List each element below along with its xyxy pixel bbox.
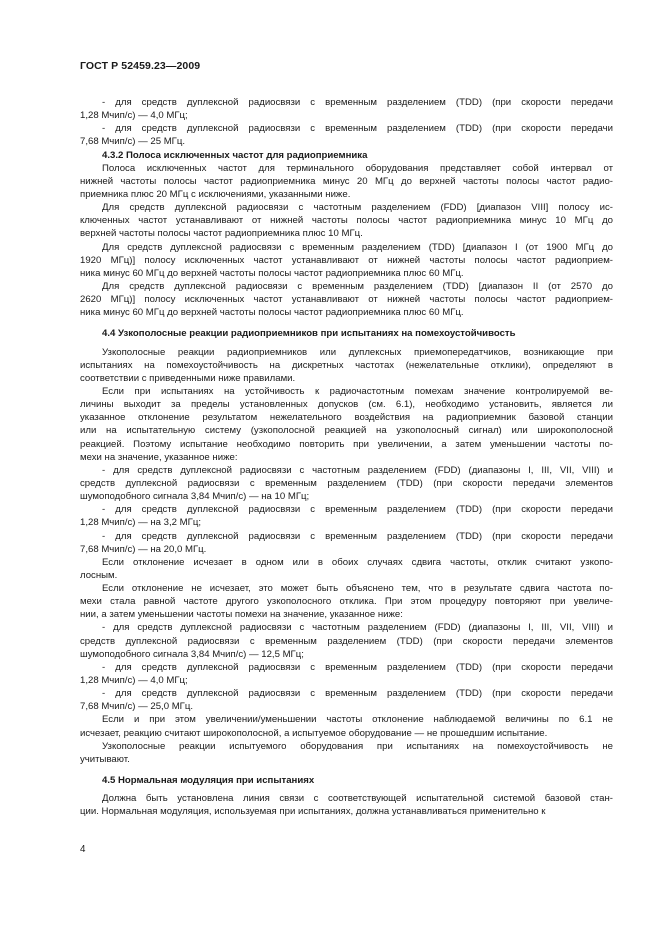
paragraph: [80, 346, 613, 385]
paragraph: [80, 385, 613, 464]
list-item: [80, 687, 613, 713]
section-heading: [80, 774, 613, 787]
paragraph: [80, 713, 613, 739]
text-line: учитывают.: [80, 753, 130, 765]
text-line: Полоса исключенных частот для терминального оборудования представляет собой интервал от: [102, 162, 613, 174]
text-line: средств дуплексной радиосвязи с временным разделением (TDD) (при скорости передачи элементов: [80, 635, 613, 647]
text-line: нии, а затем уменьшении частоты помехи на значение, указанное ниже:: [80, 609, 403, 621]
text-line: мехи стала равной частоте другого узкополосного отклика. При этом процедуру повторяют при увеличе-: [80, 596, 613, 608]
page-number: 4: [80, 844, 86, 855]
text-line: верхней частоты полосы частот радиоприемника плюс 10 МГц.: [80, 228, 363, 240]
text-line: реакцией. Поэтому испытание необходимо повторить при увеличении, а затем уменьшении частоты по-: [80, 438, 613, 450]
text-line: средств дуплексной радиосвязи с временным разделением (TDD) (при скорости передачи элементов: [80, 477, 613, 489]
document-body: [80, 96, 613, 818]
text-line: - для средств дуплексной радиосвязи с частотным разделением (FDD) (диапазоны I, III, VII, VIII) и: [102, 464, 613, 476]
list-item: [80, 503, 613, 529]
text-line: Для средств дуплексной радиосвязи с частотным разделением (FDD) [диапазон VIII] полосу ис-: [102, 202, 613, 214]
paragraph: [80, 582, 613, 621]
text-line: шумоподобного сигнала 3,84 Мчип/с) — 12,5 МГц;: [80, 648, 304, 660]
text-line: лосным.: [80, 569, 118, 581]
text-line: 1920 МГц)] полосу исключенных частот устанавливают от нижней частоты полосы частот радиоприем-: [80, 254, 613, 266]
list-item: [80, 122, 613, 148]
text-line: 2620 МГц)] полосу исключенных частот устанавливают от нижней частоты полосы частот радиоприем-: [80, 294, 613, 306]
text-line: 4.4 Узкополосные реакции радиоприемников при испытаниях на помехоустойчивость: [102, 328, 516, 340]
text-line: 4.5 Нормальная модуляция при испытаниях: [102, 775, 315, 787]
text-line: Если при испытаниях на устойчивость к радиочастотным помехам значение контролируемой ве-: [102, 385, 613, 397]
text-line: - для средств дуплексной радиосвязи с временным разделением (TDD) (при скорости передачи: [102, 504, 613, 516]
text-line: ключенных частот устанавливают от нижней частоты полосы частот радиоприемника минус 10 МГц до: [80, 215, 613, 227]
text-line: соответствии с приведенными ниже правилами.: [80, 372, 296, 384]
paragraph: [80, 792, 613, 818]
text-line: - для средств дуплексной радиосвязи с временным разделением (TDD) (при скорости передачи: [102, 661, 613, 673]
text-line: Для средств дуплексной радиосвязи с временным разделением (TDD) [диапазон I (от 1900 МГц до: [102, 241, 613, 253]
text-line: 1,28 Мчип/с) — 4,0 МГц;: [80, 110, 188, 122]
text-line: Для средств дуплексной радиосвязи с временным разделением (TDD) [диапазон II (от 2570 до: [102, 280, 613, 292]
paragraph: [80, 241, 613, 280]
text-line: ника минус 60 МГц до верхней частоты полосы частот радиоприемника плюс 60 МГц.: [80, 307, 464, 319]
paragraph: [80, 740, 613, 766]
text-line: Если отклонение исчезает в одном или в обоих случаях сдвига частоты, отклик считают узкопо-: [102, 556, 613, 568]
text-line: приемника плюс 20 МГц с исключениями, указанными ниже.: [80, 188, 351, 200]
text-line: 7,68 Мчип/с) — на 20,0 МГц.: [80, 543, 207, 555]
text-line: нижней частоты полосы частот радиоприемника минус 20 МГц до верхней частоты полосы частот радио-: [80, 175, 613, 187]
text-line: - для средств дуплексной радиосвязи с временным разделением (TDD) (при скорости передачи: [102, 123, 613, 135]
text-line: Если и при этом увеличении/уменьшении частоты отклонение наблюдаемой величины по 6.1 не: [102, 714, 613, 726]
text-line: или на испытательную систему (узкополосной реакцией на узкополосный сигнал) или широкополосной: [80, 425, 613, 437]
text-line: Если отклонение не исчезает, это может быть объяснено тем, что в результате сдвига частота по-: [102, 583, 613, 595]
text-line: - для средств дуплексной радиосвязи с временным разделением (TDD) (при скорости передачи: [102, 688, 613, 700]
text-line: исчезает, реакцию считают широкополосной, а испытуемое оборудование — не прошедшим испытание.: [80, 727, 548, 739]
text-line: шумоподобного сигнала 3,84 Мчип/с) — на 10 МГц;: [80, 491, 310, 503]
standard-code: ГОСТ Р 52459.23—2009: [80, 60, 201, 72]
text-line: мехи на значение, указанное ниже:: [80, 451, 238, 463]
text-line: 1,28 Мчип/с) — на 3,2 МГц;: [80, 517, 202, 529]
paragraph: [80, 201, 613, 240]
text-line: испытаниях на помехоустойчивость на дискретных частотах (нежелательные отклики), определяют в: [80, 359, 613, 371]
list-item: [80, 661, 613, 687]
text-line: 4.3.2 Полоса исключенных частот для радиоприемника: [102, 149, 368, 161]
list-item: [80, 96, 613, 122]
text-line: - для средств дуплексной радиосвязи с временным разделением (TDD) (при скорости передачи: [102, 97, 613, 108]
text-line: 7,68 Мчип/с) — 25,0 МГц.: [80, 701, 194, 713]
text-line: 1,28 Мчип/с) — 4,0 МГц;: [80, 675, 188, 687]
text-line: Должна быть установлена линия связи с соответствующей испытательной системой базовой стан-: [102, 793, 613, 805]
section-gap: [80, 766, 613, 774]
paragraph: [80, 556, 613, 582]
text-line: Узкополосные реакции испытуемого оборудования при испытаниях на помехоустойчивость не: [102, 740, 613, 752]
text-line: - для средств дуплексной радиосвязи с временным разделением (TDD) (при скорости передачи: [102, 530, 613, 542]
paragraph: [80, 280, 613, 319]
list-item: [80, 464, 613, 503]
text-line: 7,68 Мчип/с) — 25 МГц.: [80, 136, 186, 148]
section-gap: [80, 319, 613, 327]
paragraph: [80, 162, 613, 201]
list-item: [80, 530, 613, 556]
text-line: личины выходит за пределы установленных допусков (см. 6.1), необходимо установить, является ли: [80, 399, 613, 411]
section-heading: [80, 327, 613, 340]
text-line: - для средств дуплексной радиосвязи с частотным разделением (FDD) (диапазоны I, III, VII, VIII) и: [102, 622, 613, 634]
text-line: ции. Нормальная модуляция, используемая при испытаниях, должна устанавливаться применительно к: [80, 806, 546, 818]
subsection-heading: [80, 149, 613, 162]
text-line: указанное отклонение результатом нежелательного воздействия на радиоприемник базовой станции: [80, 412, 613, 424]
list-item: [80, 621, 613, 660]
text-line: ника минус 60 МГц до верхней частоты полосы частот радиоприемника плюс 60 МГц.: [80, 267, 464, 279]
text-line: Узкополосные реакции радиоприемников или дуплексных приемопередатчиков, возникающие при: [102, 346, 613, 358]
